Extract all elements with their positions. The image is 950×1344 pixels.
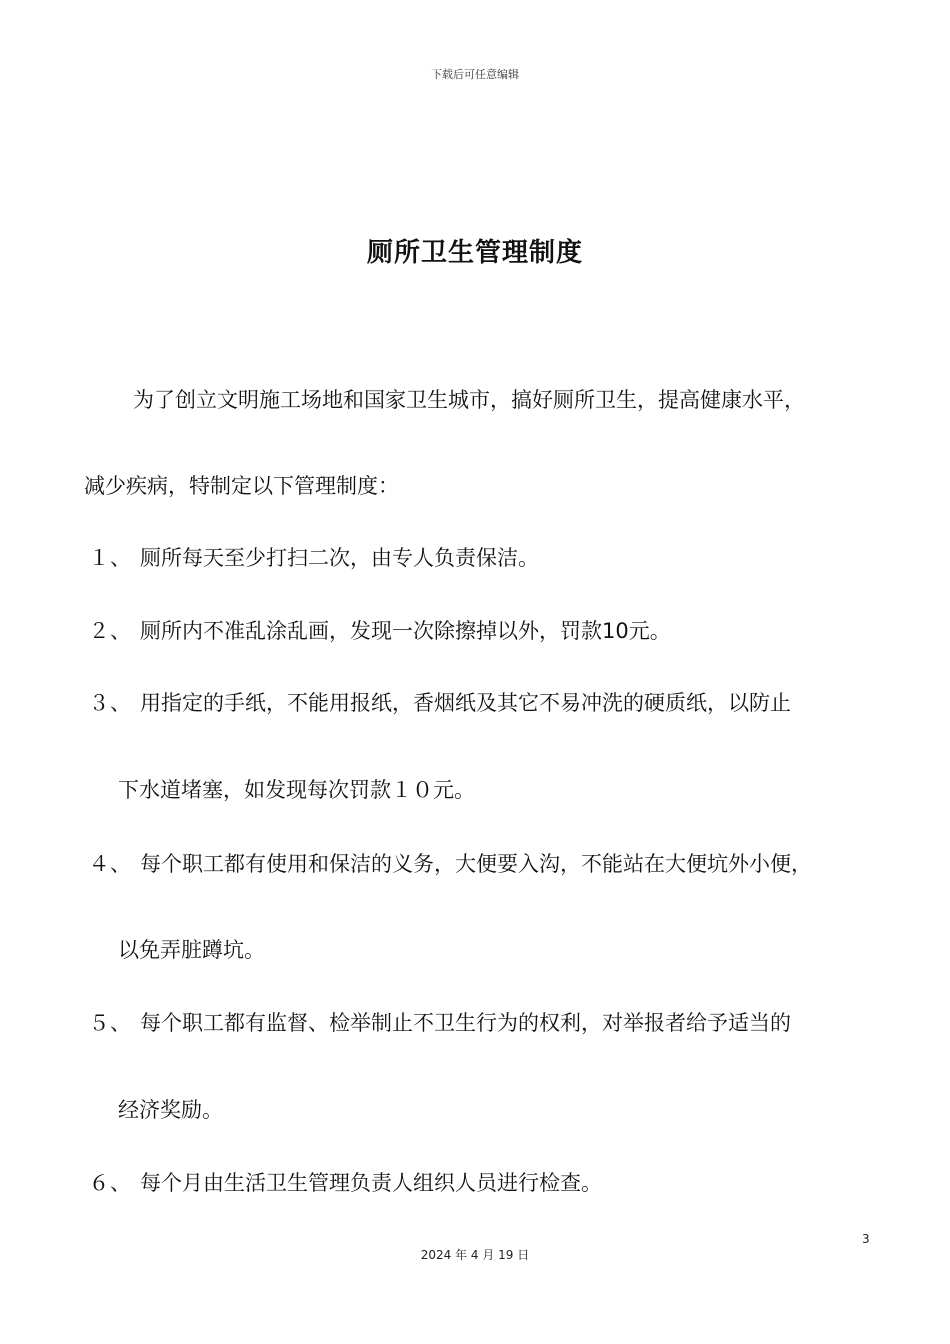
footer-date: 2024 年 4 月 19 日 [420,1248,530,1262]
item-text: 每个职工都有监督、检举制止不卫生行为的权利，对举报者给予适当的 [140,1011,791,1035]
rule-item-2 [88,616,671,646]
item-text: 用指定的手纸，不能用报纸，香烟纸及其它不易冲洗的硬质纸，以防止 [140,691,791,715]
item-text: 厕所内不准乱涂乱画，发现一次除擦掉以外，罚款10元。 [140,619,671,643]
item-separator: 、 [110,546,131,570]
item-number: １ [88,546,110,570]
rule-item-4-continuation: 以免弄脏蹲坑。 [118,938,265,962]
rule-item-3-continuation: 下水道堵塞，如发现每次罚款１０元。 [118,778,475,802]
item-number: ５ [88,1011,110,1035]
item-number: ６ [88,1171,110,1195]
item-separator: 、 [110,852,131,876]
intro-paragraph-line-1: 为了创立文明施工场地和国家卫生城市，搞好厕所卫生，提高健康水平， [133,388,805,412]
rule-item-6 [88,1168,602,1198]
item-number: ２ [88,619,110,643]
item-text: 厕所每天至少打扫二次，由专人负责保洁。 [140,546,539,570]
rule-item-4 [88,849,812,879]
rule-item-5-continuation: 经济奖励。 [118,1098,223,1122]
document-title: 厕所卫生管理制度 [366,238,583,268]
item-text: 每个职工都有使用和保洁的义务，大便要入沟，不能站在大便坑外小便， [140,852,812,876]
item-number: ３ [88,691,110,715]
page-number: 3 [862,1232,870,1246]
rule-item-3 [88,688,791,718]
item-separator: 、 [110,691,131,715]
rule-item-5 [88,1008,791,1038]
header-note: 下载后可任意编辑 [431,68,519,81]
item-text: 每个月由生活卫生管理负责人组织人员进行检查。 [140,1171,602,1195]
item-separator: 、 [110,1011,131,1035]
item-separator: 、 [110,1171,131,1195]
rule-item-1 [88,543,539,573]
intro-paragraph-line-2: 减少疾病，特制定以下管理制度： [84,474,399,498]
item-separator: 、 [110,619,131,643]
item-number: ４ [88,852,110,876]
